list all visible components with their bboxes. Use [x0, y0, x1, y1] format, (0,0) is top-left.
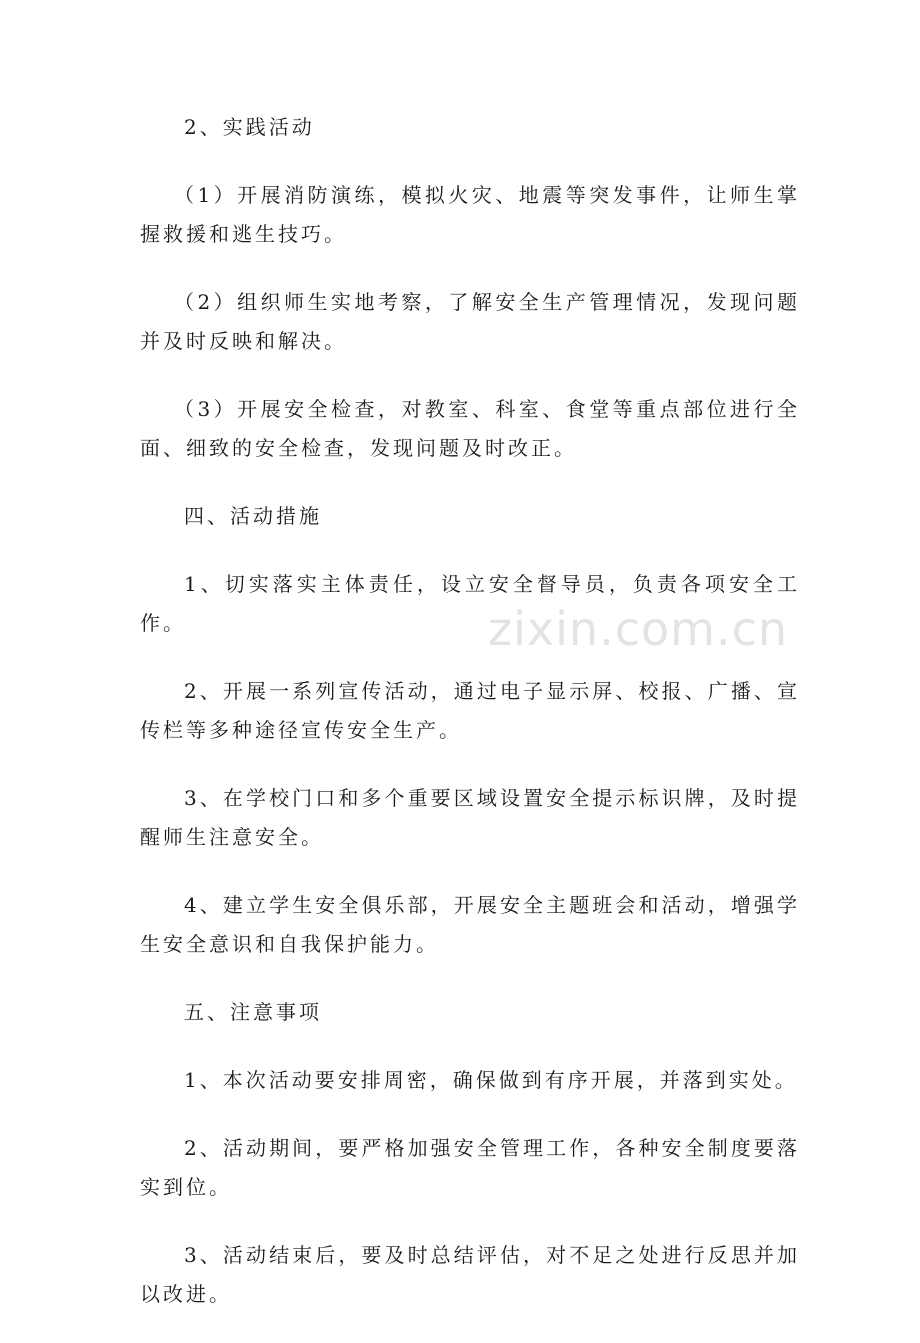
section-heading-measures: 四、活动措施 [184, 504, 322, 528]
paragraph-note-1: 1、本次活动要安排周密，确保做到有序开展，并落到实处。 [184, 1068, 798, 1092]
section-heading-notes: 五、注意事项 [184, 1000, 322, 1024]
paragraph-measure-2: 2、开展一系列宣传活动，通过电子显示屏、校报、广播、宣传栏等多种途径宣传安全生产。 [140, 679, 800, 742]
watermark: zixin.com.cn [488, 602, 789, 656]
paragraph-measure-1: 1、切实落实主体责任，设立安全督导员，负责各项安全工作。 [140, 572, 800, 635]
paragraph-note-3: 3、活动结束后，要及时总结评估，对不足之处进行反思并加以改进。 [140, 1243, 800, 1306]
paragraph-measure-4: 4、建立学生安全俱乐部，开展安全主题班会和活动，增强学生安全意识和自我保护能力。 [140, 893, 800, 956]
paragraph-measure-3: 3、在学校门口和多个重要区域设置安全提示标识牌，及时提醒师生注意安全。 [140, 786, 800, 849]
section-heading-practice: 2、实践活动 [184, 115, 315, 139]
paragraph-practice-1: （1）开展消防演练，模拟火灾、地震等突发事件，让师生掌握救援和逃生技巧。 [140, 183, 800, 246]
paragraph-practice-2: （2）组织师生实地考察，了解安全生产管理情况，发现问题并及时反映和解决。 [140, 290, 800, 353]
paragraph-note-2: 2、活动期间，要严格加强安全管理工作，各种安全制度要落实到位。 [140, 1136, 800, 1199]
paragraph-practice-3: （3）开展安全检查，对教室、科室、食堂等重点部位进行全面、细致的安全检查，发现问题及时改正。 [140, 397, 800, 460]
document-body [140, 108, 800, 1343]
